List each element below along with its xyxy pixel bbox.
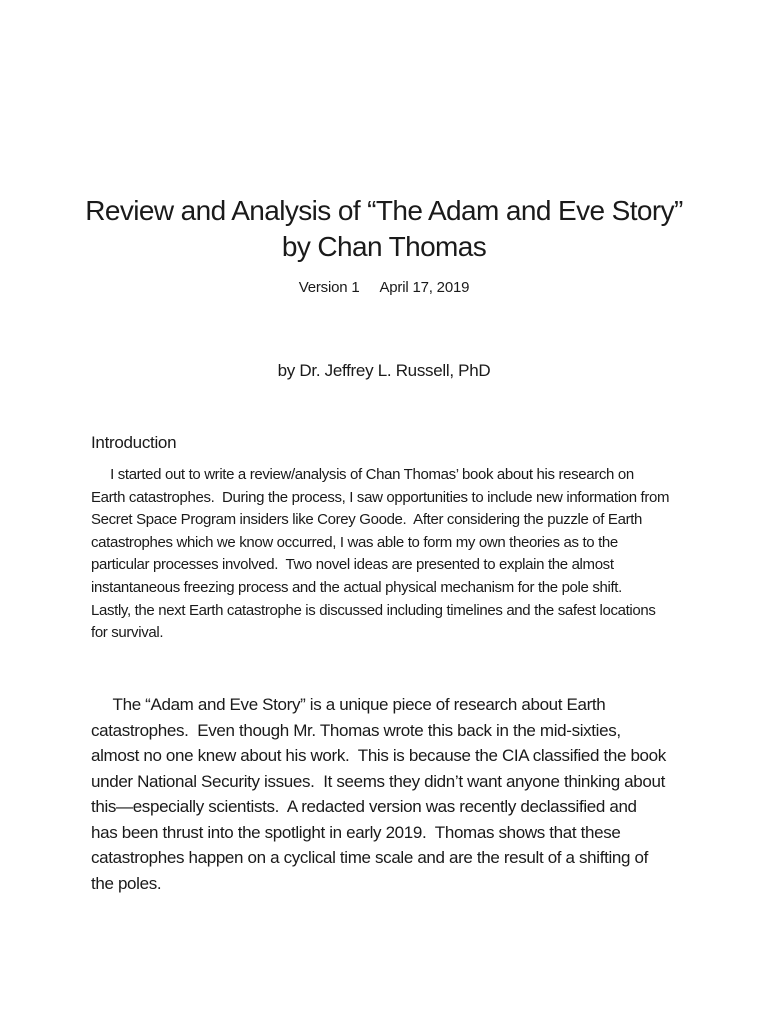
author-line: by Dr. Jeffrey L. Russell, PhD: [277, 361, 491, 380]
document-title-line-2: by Chan Thomas: [281, 231, 487, 262]
intro-line: for survival.: [91, 624, 164, 642]
body-line: this—especially scientists. A redacted version was recently declassified and: [91, 797, 637, 816]
intro-line: Secret Space Program insiders like Corey Goode. After considering the puzzle of Earth: [91, 511, 643, 529]
body-line: The “Adam and Eve Story” is a unique piece of research about Earth: [91, 695, 606, 714]
body-line: catastrophes happen on a cyclical time scale and are the result of a shifting of: [91, 848, 648, 867]
body-line: has been thrust into the spotlight in early 2019. Thomas shows that these: [91, 822, 621, 842]
section-heading-introduction: Introduction: [91, 433, 177, 452]
intro-line: I started out to write a review/analysis of Chan Thomas’ book about his research on: [91, 466, 634, 483]
intro-line: instantaneous freezing process and the actual physical mechanism for the pole shift.: [91, 578, 622, 596]
intro-line: catastrophes which we know occurred, I was able to form my own theories as to the: [91, 533, 618, 551]
intro-line: particular processes involved. Two novel ideas are presented to explain the almost: [91, 556, 614, 574]
date-label: April 17, 2019: [379, 279, 470, 296]
intro-line: Lastly, the next Earth catastrophe is discussed including timelines and the safest locations: [91, 601, 656, 619]
version-date-line: [0, 279, 768, 296]
version-label: Version 1: [298, 279, 360, 296]
body-line: almost no one knew about his work. This is because the CIA classified the book: [91, 746, 666, 765]
body-line: under National Security issues. It seems they didn’t want anyone thinking about: [91, 771, 665, 791]
body-line: catastrophes. Even though Mr. Thomas wrote this back in the mid-sixties,: [91, 720, 621, 740]
body-paragraph: [91, 692, 691, 896]
intro-line: Earth catastrophes. During the process, I saw opportunities to include new information from: [91, 488, 670, 506]
document-title-line-1: Review and Analysis of “The Adam and Eve Story”: [85, 195, 683, 226]
body-line: the poles.: [91, 873, 162, 893]
introduction-paragraph: [91, 464, 691, 645]
